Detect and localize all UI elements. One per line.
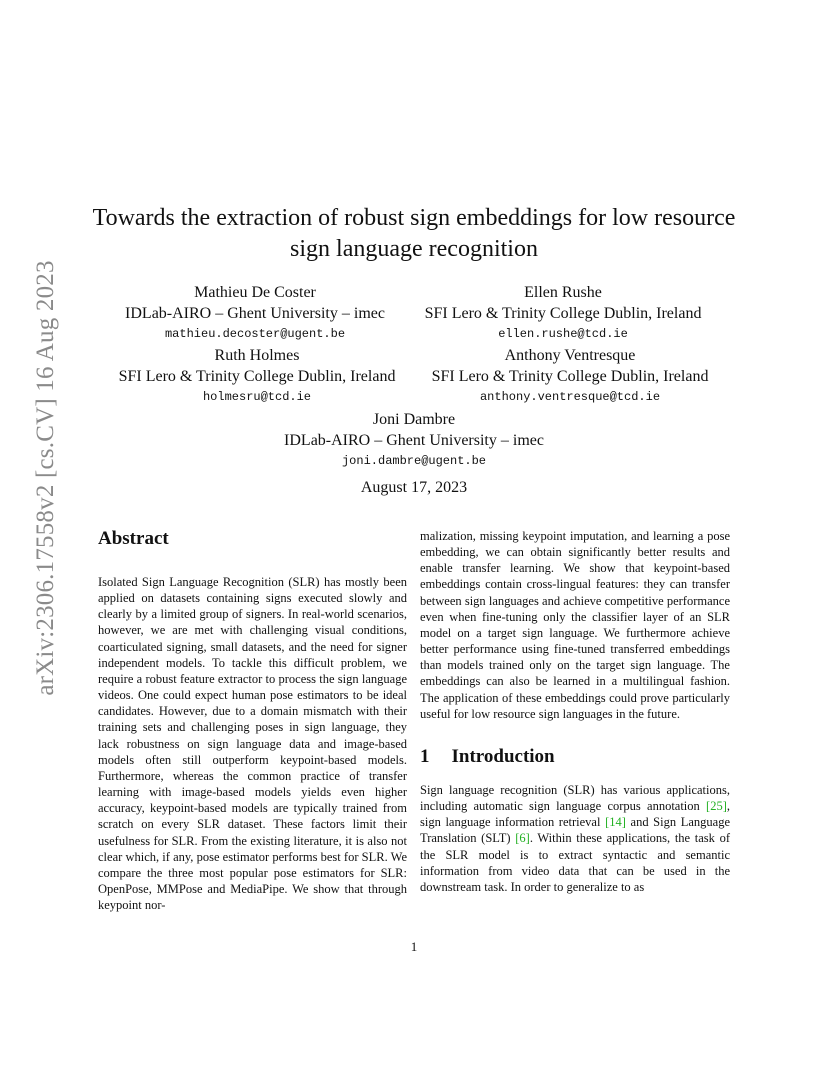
author-name: Joni Dambre — [372, 411, 456, 428]
section-number: 1 — [420, 745, 430, 767]
right-column — [420, 528, 730, 895]
author-name: Ellen Rushe — [524, 284, 602, 301]
author-block — [410, 345, 730, 406]
abstract-text-continued: malization, missing keypoint imputation, and learning a pose embedding, we can obtain significantly better results and enable transfer learning. We show that keypoint-based embeddings contain cross-lingual features: they can transfer between sign languages and achieve competitive performance even when fine-tuning only the classifier layer of an SLR model on a target sign language. We furthermore achieve better performance using fine-tuned transferred embeddings than models trained only on the target sign language. The embeddings can also be learned in a multilingual fashion. The application of these embeddings could prove particularly useful for low resource sign languages in the future. — [420, 529, 730, 721]
paper-title: Towards the extraction of robust sign embeddings for low resource sign language recognition — [92, 205, 736, 262]
author-affiliation: IDLab-AIRO – Ghent University – imec — [125, 305, 385, 322]
introduction-text — [420, 782, 730, 895]
section-title: Introduction — [451, 745, 555, 767]
text-span: , sign language information retrieval — [420, 799, 730, 830]
paper-date: August 17, 2023 — [360, 479, 468, 496]
author-affiliation: SFI Lero & Trinity College Dublin, Ireland — [118, 368, 396, 385]
author-email: mathieu.decoster@ugent.be — [164, 327, 346, 341]
author-block — [95, 282, 415, 343]
citation-link[interactable]: [14] — [605, 815, 626, 830]
author-name: Ruth Holmes — [214, 347, 300, 364]
abstract-text: Isolated Sign Language Recognition (SLR) has mostly been applied on datasets containing signs executed slowly and clearly by a limited group of signers. In real-world scenarios, however, we are met with challenging visual conditions, coarticulated signing, small datasets, and the need for signer independent models. To tackle this difficult problem, we require a robust feature extractor to process the sign language videos. One could expect human pose estimators to be ideal candidates. However, due to a domain mismatch with their training sets and challenging poses in sign language, they lack robustness on sign language data and image-based models often still outperform keypoint-based models. Furthermore, whereas the common practice of transfer learning with image-based models yields even higher accuracy, keypoint-based models are typically trained from scratch on every SLR dataset. These factors limit their usefulness for SLR. From the existing literature, it is also not clear which, if any, pose estimator performs best for SLR. We compare the three most popular pose estimators for SLR: OpenPose, MMPose and MediaPipe. We show that through keypoint nor- — [98, 575, 407, 913]
arxiv-identifier: arXiv:2306.17558v2 [cs.CV] 16 Aug 2023 — [32, 260, 59, 696]
author-email: joni.dambre@ugent.be — [341, 454, 487, 468]
author-name: Anthony Ventresque — [504, 347, 636, 364]
page-number: 1 — [410, 939, 418, 954]
author-email: anthony.ventresque@tcd.ie — [479, 390, 661, 404]
author-email: ellen.rushe@tcd.ie — [498, 327, 628, 341]
left-column — [98, 528, 407, 913]
author-block — [97, 345, 417, 406]
author-name: Mathieu De Coster — [194, 284, 316, 301]
author-affiliation: SFI Lero & Trinity College Dublin, Ireland — [424, 305, 702, 322]
abstract-heading: Abstract — [98, 528, 169, 549]
section-heading — [420, 746, 730, 768]
text-span: Sign language recognition (SLR) has various applications, including automatic sign language corpus annotation — [420, 782, 730, 814]
author-block — [254, 409, 574, 470]
text-span: . Within these applications, the task of the SLR model is to extract syntactic and semantic information from video data that can be used in the downstream task. In order to generalize to as — [420, 831, 730, 894]
author-affiliation: SFI Lero & Trinity College Dublin, Ireland — [431, 368, 709, 385]
citation-link[interactable]: [25] — [706, 799, 727, 814]
author-email: holmesru@tcd.ie — [202, 390, 312, 404]
author-block — [403, 282, 723, 343]
citation-link[interactable]: [6] — [515, 831, 530, 846]
text-span: and Sign Language Translation (SLT) — [420, 815, 731, 846]
author-affiliation: IDLab-AIRO – Ghent University – imec — [284, 432, 544, 449]
